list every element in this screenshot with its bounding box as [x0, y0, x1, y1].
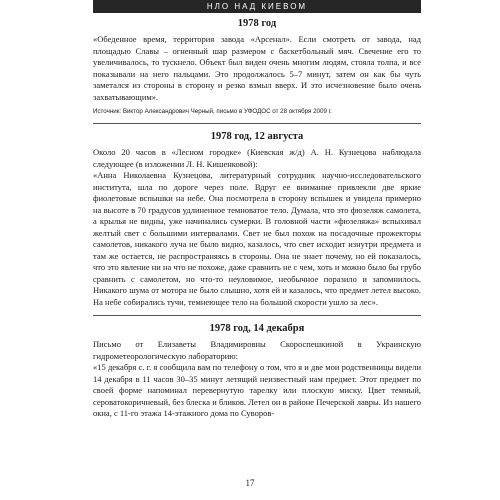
- page-number: 17: [245, 478, 255, 488]
- page-body: [93, 18, 421, 420]
- section-1978-dec-14: [93, 323, 421, 420]
- section-title: 1978 год, 14 декабря: [209, 323, 305, 334]
- paragraph: «Анна Николаевна Кузнецова, литературный сотрудник научно-исследовательского института, шла по дороге через поле. Вдруг ее внимание привлекли две яркие фиолетовые вспышки на небе. Она посмотрела в сторону вспышек и увидела примерно на высоте в 70 градусов удлиненное темноватое тело. Думала, что это фюзеляж самолета, а крылья не видны, уже начинались сумерки. В головной части «фюзеляжа» вспыхивал желтый свет с большими интервалами. Свет не был похож на посадочные прожекторы самолетов, никакого луча не было видно, казалось, что свет исходит изнутри предмета и там же остается, не распространяясь в стороны. Она не знает почему, но ей показалось, что это явление ни на что не похоже, даже сравнить не с чем, хоть и можно было бы грубо сравнить с самолетом, но что-то неуловимое, необычное поразило и запомнилось. Никакого шума от мотора не было слышно, хотя ей и казалось, что предмет летел высоко. На небе собирались тучи, темнеющее тело на большой скорости ушло за лес».: [93, 170, 421, 307]
- paragraph: «15 декабря с. г. я сообщила вам по телефону о том, что я и две мои родственницы видели 14 декабря в 11 часов 30–35 минут летящий неизвестный нам предмет. Этот предмет по своей форме напоминал перевернутую тарелку или плоскую миску. Цвет темный, сероватокоричневый, без блеска и бликов. Летел он в районе Печерской лавры. Из нашего окна, с 11-го этажа 14-этажного дома по Суворов-: [93, 362, 421, 418]
- paragraph: Около 20 часов в «Лесном городке» (Киевская ж/д) А. Н. Кузнецова наблюдала следующее (в изложении Л. Н. Кишенковой):: [93, 147, 421, 169]
- source-note: Источник: Виктор Александрович Черный, письмо в УФОДОС от 28 октября 2009 г.: [93, 108, 332, 115]
- paragraph: «Обеденное время, территория завода «Арсенал». Если смотреть от завода, над площадью Славы – огненный шар размером с баскетбольный мяч. Свечение его то увеличивалось, то тускнело. Объект был виден очень многим людям, стояла толпа, и все показывали на него пальцами. Это продолжалось 5–7 минут, затем он как бы чуть заметался из стороны в сторону и резко взмыл вверх. И это исчезновение было очень захватывающим».: [93, 34, 421, 102]
- running-header-title: НЛО НАД КИЕВОМ: [206, 2, 308, 11]
- section-title: 1978 год, 12 августа: [210, 131, 304, 142]
- section-divider: [93, 315, 421, 316]
- section-divider: [93, 123, 421, 124]
- section-title: 1978 год: [237, 18, 277, 29]
- section-1978: [93, 18, 421, 116]
- section-1978-aug-12: [93, 131, 421, 308]
- running-header: [93, 0, 421, 13]
- paragraph: Письмо от Елизаветы Владимировны Скороспешкиной в Украинскую гидрометеорологическую лабораторию:: [93, 339, 421, 361]
